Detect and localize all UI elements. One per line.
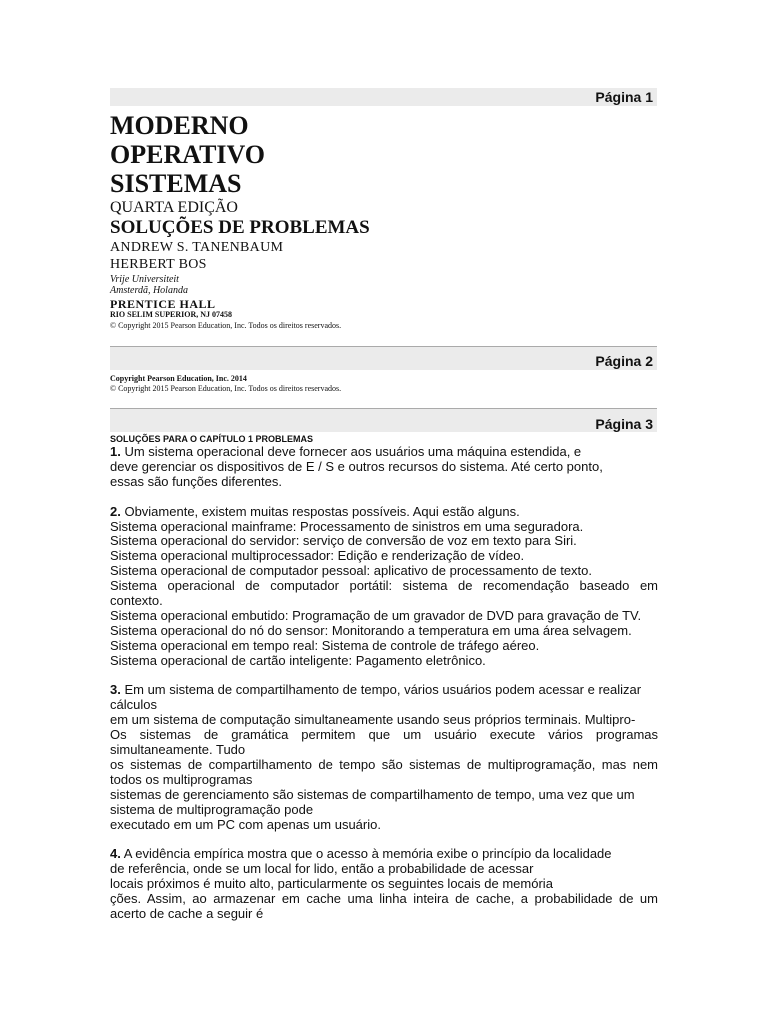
q2-line-1: 2. Obviamente, existem muitas respostas possíveis. Aqui estão alguns. [110, 503, 520, 519]
page2-copyright-1: Copyright Pearson Education, Inc. 2014 [110, 374, 247, 383]
q2-line-6: Sistema operacional de computador portátil: sistema de recomendação baseado em [110, 578, 658, 594]
q3-line-4: Os sistemas de gramática permitem que um usuário execute vários programas [110, 727, 658, 743]
author-1: ANDREW S. TANENBAUM [110, 240, 284, 255]
q2-line-3: Sistema operacional do servidor: serviço de conversão de voz em texto para Siri. [110, 533, 577, 549]
affiliation-2: Amsterdã, Holanda [110, 285, 188, 296]
q3-line-10: executado em um PC com apenas um usuário. [110, 816, 381, 832]
page-header-bar-2 [110, 346, 657, 370]
affiliation-1: Vrije Universiteit [110, 274, 179, 285]
q3-line-2: cálculos [110, 697, 157, 713]
q2-line-8: Sistema operacional embutido: Programação de um gravador de DVD para gravação de TV. [110, 607, 642, 623]
solutions-title: SOLUÇÕES DE PROBLEMAS [110, 217, 370, 238]
chapter-heading: SOLUÇÕES PARA O CAPÍTULO 1 PROBLEMAS [110, 434, 314, 444]
q2-line-11: Sistema operacional de cartão inteligente: Pagamento eletrônico. [110, 652, 486, 668]
q4-line-3: locais próximos é muito alto, particularmente os seguintes locais de memória [110, 876, 553, 892]
q1-line-1: 1. Um sistema operacional deve fornecer aos usuários uma máquina estendida, e [110, 444, 582, 459]
q4-line-5: acerto de cache a seguir é [110, 906, 264, 922]
q4-line-4: ções. Assim, ao armazenar em cache uma linha inteira de cache, a probabilidade de um [110, 891, 658, 907]
q2-line-4: Sistema operacional multiprocessador: Edição e renderização de vídeo. [110, 548, 525, 564]
q1-line-3: essas são funções diferentes. [110, 473, 282, 489]
spacer [110, 833, 658, 848]
q2-line-10: Sistema operacional em tempo real: Sistema de controle de tráfego aéreo. [110, 637, 540, 653]
page-header-bar-3 [110, 408, 657, 432]
q4-line-2: de referência, onde se um local for lido, então a probabilidade de acessar [110, 861, 534, 877]
q2-line-7: contexto. [110, 593, 163, 609]
page-label-2: Página 2 [595, 353, 653, 369]
publisher-location: RIO SELIM SUPERIOR, NJ 07458 [110, 310, 233, 319]
page-label-1: Página 1 [595, 89, 653, 105]
title-line-3: SISTEMAS [110, 169, 242, 198]
q2-line-5: Sistema operacional de computador pessoal: aplicativo de processamento de texto. [110, 563, 593, 579]
q2-line-9: Sistema operacional do nó do sensor: Monitorando a temperatura em uma área selvagem. [110, 622, 632, 638]
page-header-bar-1 [110, 88, 657, 106]
edition: QUARTA EDIÇÃO [110, 199, 238, 216]
solutions-body [110, 445, 658, 922]
q3-line-7: todos os multiprogramas [110, 771, 253, 787]
title-line-2: OPERATIVO [110, 140, 266, 169]
q3-line-8: sistemas de gerenciamento são sistemas de compartilhamento de tempo, uma vez que um [110, 786, 635, 802]
q4-number: 4. [110, 846, 121, 862]
q3-number: 3. [110, 682, 121, 698]
title-line-1: MODERNO [110, 111, 249, 140]
q4-line-1: 4. A evidência empírica mostra que o acesso à memória exibe o princípio da localidade [110, 846, 612, 862]
q3-line-1: 3. Em um sistema de compartilhamento de tempo, vários usuários podem acessar e realizar [110, 682, 642, 698]
spacer [110, 669, 658, 684]
spacer [110, 490, 658, 505]
author-2: HERBERT BOS [110, 257, 207, 272]
page2-copyright-2: © Copyright 2015 Pearson Education, Inc. Todos os direitos reservados. [110, 384, 342, 393]
q1-line-2: deve gerenciar os dispositivos de E / S e outros recursos do sistema. Até certo ponto, [110, 458, 603, 474]
q2-number: 2. [110, 503, 121, 519]
q3-line-9: sistema de multiprogramação pode [110, 801, 314, 817]
q3-line-6: os sistemas de compartilhamento de tempo são sistemas de multiprogramação, mas nem [110, 757, 658, 772]
q3-line-3: em um sistema de computação simultaneamente usando seus próprios terminais. Multipro- [110, 712, 636, 728]
publisher: PRENTICE HALL [110, 297, 216, 311]
q2-line-2: Sistema operacional mainframe: Processamento de sinistros em uma seguradora. [110, 518, 584, 534]
page-label-3: Página 3 [595, 416, 653, 432]
q3-line-5: simultaneamente. Tudo [110, 742, 246, 758]
q1-number: 1. [110, 444, 121, 459]
copyright-1: © Copyright 2015 Pearson Education, Inc. Todos os direitos reservados. [110, 321, 342, 330]
